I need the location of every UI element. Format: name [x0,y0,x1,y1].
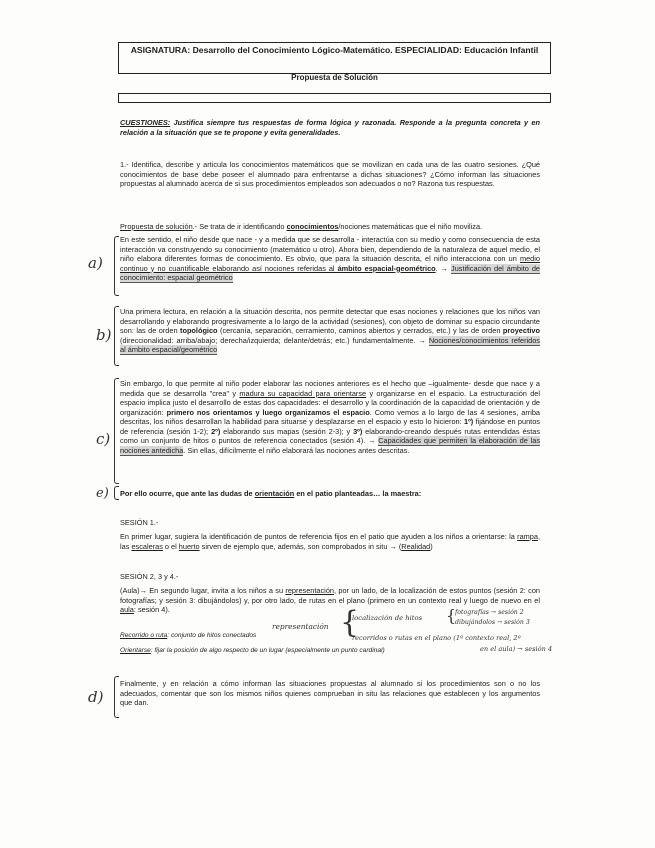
paragraph-d: Finalmente, y en relación a cómo informan las situaciones propuestas al alumnado si los procedimientos son o no los adecuados, comentar que son los mismos niños quienes comprueban in situ las relaciones que establecen y los argumentos que dan. [120,679,540,707]
bracket-a [114,236,119,296]
paragraph-c: Sin embargo, lo que permite al niño poder elaborar las nociones anteriores es el hecho que –igualmente- desde que nace y a medida que se desarrolla "crea" y madura su capacidad para orientarse y organizarse en el espacio. La estructuración del espacio implica justo el desarrollo de estas dos capacidades: el desarrollo y la coordinación de la capacidad de orientación y de organización: primero nos orientamos y luego organizamos el espacio. Como vemos a lo largo de las 4 sesiones, arriba descritas, los niños desarrollan la habilidad para situarse y desplazarse en el espacio y esto lo hicieron: 1º) fijándose en puntos de referencia (sesión 1-2); 2º) elaborando sus mapas (sesión 2-3); y 3º) elaborando-creando después rutas entendidas éstas como un conjunto de hitos o puntos de referencia conectados (sesión 4). → Capacidades que permiten la elaboración de las nociones antedicha. Sin ellas, difícilmente el niño elaborará las nociones antes descritas. [120,379,541,455]
handwritten-dibujandolos: dibujándolos → sesión 3 [455,619,530,626]
bracket-e [114,486,119,500]
handwritten-aula: en el aula) → sesión 4 [480,645,553,653]
solution-title: Propuesta de Solución [291,73,378,82]
margin-label-a: a) [88,254,103,272]
subject-line: ASIGNATURA: Desarrollo del Conocimiento Lógico-Matemático. ESPECIALIDAD: Educación Infantil [130,45,539,55]
paragraph-e: Por ello ocurre, que ante las dudas de orientación en el patio planteadas… la maestra: [120,489,422,498]
paragraph-a: En este sentido, el niño desde que nace - y a medida que se desarrolla - interactúa con su medio y como consecuencia de esta interacción va construyendo su conocimiento (matemático u otro). Ahora bien, dependiendo de la naturaleza de aquel medio, el niño elabora diferentes formas de conocimiento. Es obvio, que para la situación descrita, el niño interacciona con un medio continuo y no cuantificable elaborando así nociones referidas al ámbito espacial-geométrico. → Justificación del ámbito de conocimiento: espacial geométrico [120,235,540,282]
question-1: 1.- Identifica, describe y articula los conocimientos matemáticos que se movilizan en cada una de las cuatro sesiones. ¿Qué conocimientos de base debe poseer el alumnado para enfrentarse a dichas situaciones? ¿Cómo informan las situaciones propuestas al alumnado acerca de si sus procedimientos empleados son adecuados o no? Razona tus respuestas. [120,160,540,188]
margin-label-e: e) [96,486,109,501]
handwritten-recorridos: recorridos o rutas en el plano (1º contexto real, 2º [352,634,521,642]
margin-label-d: d) [88,688,104,706]
subject-header-box [118,42,551,74]
solution-intro: Propuesta de solución.- Se trata de ir identificando conocimientos/nociones matemáticas que el niño moviliza. [120,222,483,231]
empty-answer-box [118,93,551,103]
handwritten-fotografias: fotografías → sesión 2 [455,609,524,616]
bracket-c [114,378,119,484]
session-1-text: En primer lugar, sugiera la identificación de puntos de referencia fijos en el patio que ayuden a los niños a orientarse: la rampa, las escaleras o el huerto sirven de ejemplo que, además, son comprobados in situ → (Realidad) [120,532,540,551]
definition-route: Recorrido o ruta: conjunto de hitos conectados [120,632,257,639]
session-1-title: SESIÓN 1.- [120,518,159,527]
handwritten-representacion: representación [272,622,329,631]
margin-label-c: c) [96,430,111,448]
handwritten-brace-1: { [340,605,360,640]
handwritten-brace-2: { [446,606,457,625]
paragraph-b: Una primera lectura, en relación a la situación descrita, nos permite detectar que esas nociones y relaciones que los niños van desarrollando y elaborando progresivamente a lo largo de la actividad (sesiones), con objeto de dominar su espacio circundante son: las de orden topológico (cercanía, separación, cerramiento, caminos abiertos y cerrados, etc.) y las de orden proyectivo (direccionalidad: arriba/abajo; derecha/izquierda; delante/detrás; etc.) fundamentalmente. → Nociones/conocimientos referidos al ámbito espacial/geométrico [120,307,540,354]
session-2-title: SESIÓN 2, 3 y 4.- [120,572,179,581]
margin-label-b: b) [96,326,112,344]
instructions: CUESTIONES: Justifica siempre tus respuestas de forma lógica y razonada. Responde a la pregunta concreta y en relación a la situación que se te propone y evita generalidades. [120,118,540,137]
handwritten-localizacion: localización de hitos [352,614,423,622]
definition-orientarse: Orientarse: fijar la posición de algo respecto de un lugar (especialmente un punto cardinal) [120,647,385,654]
bracket-d [114,676,119,718]
session-2-text: (Aula)→ En segundo lugar, invita a los niños a su representación, por un lado, de la localización de estos puntos (sesión 2: con fotografías; y sesión 3: dibujándolos) y, por otro lado, de rutas en el plano (primero en un contexto real y luego de nuevo en el aula: sesión 4). [120,586,540,614]
bracket-b [114,306,119,366]
